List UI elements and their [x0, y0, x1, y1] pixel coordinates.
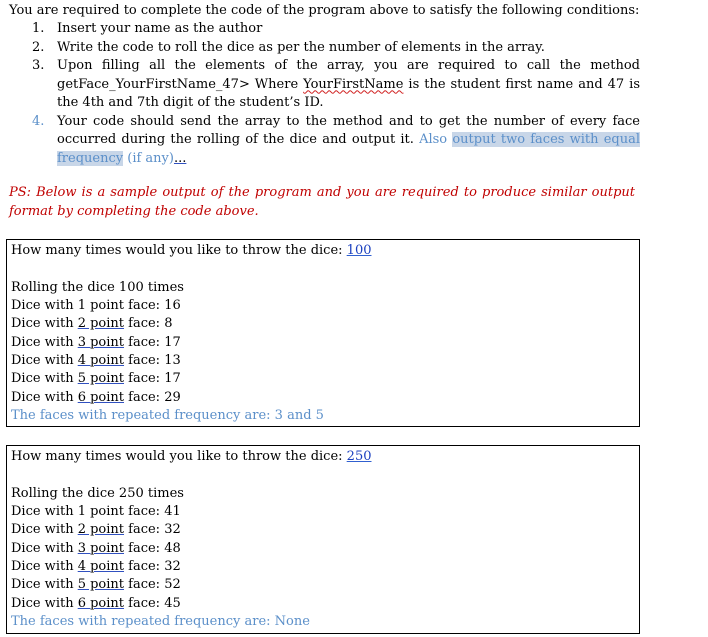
face-prefix: Dice with	[11, 558, 78, 574]
face-label: 2 point	[77, 316, 125, 332]
face-label: 5 point	[77, 577, 125, 593]
condition-also-text: Also	[419, 132, 453, 147]
face-label: 6 point	[77, 595, 125, 611]
face-count: 29	[164, 389, 181, 405]
repeated-frequency-result: The faces with repeated frequency are: 3 and 5	[11, 407, 324, 423]
face-count: 48	[164, 540, 181, 556]
condition-item	[0, 39, 640, 58]
face-label: 5 point	[77, 371, 125, 387]
face-suffix: face:	[124, 389, 165, 405]
face-label: 4 point	[77, 558, 125, 574]
face-label: 1 point	[77, 504, 125, 520]
condition-text: Upon filling all the elements of the array, you are required to call the method getFace_YourFirstName_47> Where	[57, 58, 640, 92]
condition-item	[0, 20, 640, 39]
rolling-line: Rolling the dice 100 times	[11, 279, 184, 295]
ellipsis-marker: ...	[173, 150, 187, 166]
highlighted-text: output two faces with equal frequency	[57, 132, 641, 166]
condition-number: 2.	[32, 39, 45, 55]
blank-line	[11, 260, 639, 279]
face-prefix: Dice with	[11, 595, 78, 611]
face-suffix: face:	[124, 334, 165, 350]
face-line	[11, 334, 639, 352]
face-prefix: Dice with	[11, 352, 78, 368]
face-label: 3 point	[77, 540, 125, 556]
face-suffix: face:	[124, 504, 165, 520]
face-line	[11, 389, 639, 407]
condition-text: Write the code to roll the dice as per the number of elements in the array.	[57, 39, 545, 55]
ps-note: PS: Below is a sample output of the program and you are required to produce similar output format by completing the code above.	[9, 185, 635, 219]
rolling-line: Rolling the dice 250 times	[11, 485, 184, 501]
face-count: 17	[164, 334, 181, 350]
condition-number: 4.	[32, 113, 45, 129]
condition-number: 3.	[32, 58, 45, 73]
face-count: 52	[164, 577, 181, 593]
face-line	[11, 370, 639, 388]
sample-output-box-2	[6, 445, 640, 634]
face-line	[11, 595, 639, 613]
condition-tail-text: (if any)	[123, 150, 174, 166]
face-prefix: Dice with	[11, 522, 78, 538]
sample-output-box-1	[6, 239, 640, 427]
condition-number: 1.	[32, 21, 45, 36]
face-suffix: face:	[124, 522, 165, 538]
face-count: 32	[164, 522, 181, 538]
face-label: 6 point	[77, 389, 125, 405]
condition-item	[0, 113, 640, 169]
user-input-value: 100	[346, 243, 372, 258]
intro-text: You are required to complete the code of the program above to satisfy the following conditions:	[9, 3, 640, 18]
face-prefix: Dice with	[11, 540, 78, 556]
face-count: 41	[164, 504, 181, 520]
face-line	[11, 352, 639, 370]
blank-line	[11, 466, 639, 485]
condition-item	[0, 57, 640, 113]
face-count: 45	[164, 595, 181, 611]
face-prefix: Dice with	[11, 334, 78, 350]
condition-text-end: is the student first name and 47 is the 4th and 7th digit of the student’s ID.	[57, 76, 640, 110]
face-line	[11, 503, 639, 521]
repeated-frequency-result: The faces with repeated frequency are: None	[11, 613, 310, 629]
face-suffix: face:	[124, 595, 165, 611]
face-suffix: face:	[124, 371, 165, 387]
face-line	[11, 558, 639, 576]
face-count: 17	[164, 371, 181, 387]
face-count: 8	[164, 316, 173, 332]
face-label: 1 point	[77, 298, 125, 314]
face-prefix: Dice with	[11, 298, 78, 314]
face-suffix: face:	[124, 577, 165, 593]
face-suffix: face:	[124, 540, 165, 556]
face-suffix: face:	[124, 352, 165, 368]
condition-text: Your code should send the array to the method and to get the number of every face occurred during the rolling of the dice and output it.	[57, 113, 640, 147]
user-input-value: 250	[346, 449, 372, 464]
face-count: 13	[164, 352, 181, 368]
prompt-text: How many times would you like to throw the dice:	[11, 449, 347, 464]
prompt-line	[11, 448, 639, 466]
face-prefix: Dice with	[11, 316, 78, 332]
face-label: 4 point	[77, 352, 125, 368]
face-line	[11, 521, 639, 539]
face-line	[11, 576, 639, 594]
prompt-line	[11, 242, 639, 260]
face-label: 3 point	[77, 334, 125, 350]
face-line	[11, 315, 639, 333]
spellcheck-squiggle-word[interactable]: YourFirstName	[303, 76, 404, 92]
face-suffix: face:	[124, 298, 165, 314]
face-prefix: Dice with	[11, 504, 78, 520]
face-label: 2 point	[77, 522, 125, 538]
face-line	[11, 540, 639, 558]
prompt-text: How many times would you like to throw the dice:	[11, 243, 347, 258]
face-count: 32	[164, 558, 181, 574]
face-count: 16	[164, 298, 181, 314]
face-line	[11, 297, 639, 315]
face-suffix: face:	[124, 316, 165, 332]
face-prefix: Dice with	[11, 371, 78, 387]
face-prefix: Dice with	[11, 577, 78, 593]
face-prefix: Dice with	[11, 389, 78, 405]
face-suffix: face:	[124, 558, 165, 574]
condition-text: Insert your name as the author	[57, 21, 263, 36]
conditions-list	[0, 20, 640, 168]
